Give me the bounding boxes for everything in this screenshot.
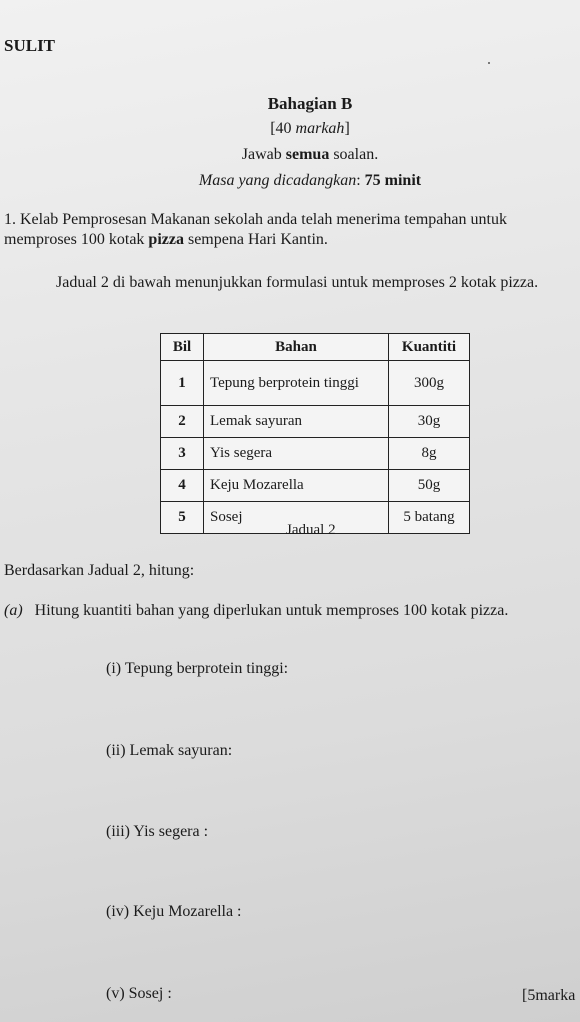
row-quantity: 5 batang [389, 502, 470, 534]
table-caption: Jadual 2 [286, 522, 336, 538]
q1-line2-pre: memproses 100 kotak [4, 231, 149, 248]
part-a-label: (a) [4, 602, 23, 619]
instruction-bold: semua [285, 146, 330, 163]
row-quantity: 50g [389, 470, 470, 502]
table-row [161, 406, 470, 438]
row-number: 5 [161, 502, 204, 534]
subpart-v: (v) Sosej : [106, 985, 172, 1002]
time-label: Masa yang dicadangkan [198, 172, 357, 189]
row-number: 4 [161, 470, 204, 502]
table-row [161, 438, 470, 470]
table-intro: Jadual 2 di bawah menunjukkan formulasi untuk memproses 2 kotak pizza. [56, 274, 539, 291]
part-a-text: Hitung kuantiti bahan yang diperlukan untuk memproses 100 kotak pizza. [34, 602, 509, 619]
row-number: 2 [161, 406, 204, 438]
table-row [161, 361, 470, 406]
subpart-iii: (iii) Yis segera : [106, 823, 209, 840]
section-instruction [0, 146, 580, 164]
header-kuantiti: Kuantiti [389, 334, 470, 361]
instruction-post: soalan. [329, 146, 379, 163]
row-item: Sosej [204, 502, 389, 534]
time-colon: : [356, 172, 365, 189]
marks-open: [40 [270, 120, 296, 137]
ingredient-table [160, 333, 470, 534]
header-bil: Bil [161, 334, 204, 361]
row-quantity: 8g [389, 438, 470, 470]
row-quantity: 30g [389, 406, 470, 438]
subpart-i: (i) Tepung berprotein tinggi: [106, 660, 289, 677]
marks-note: [5marka [522, 987, 576, 1004]
row-number: 1 [161, 361, 204, 406]
marks-word: markah [295, 120, 345, 137]
row-item: Keju Mozarella [204, 470, 389, 502]
question-1 [4, 210, 507, 250]
question-1-line-2 [4, 230, 507, 250]
part-a [4, 602, 508, 620]
section-marks [0, 120, 580, 138]
marks-close: ] [344, 120, 350, 137]
row-number: 3 [161, 438, 204, 470]
row-item: Lemak sayuran [204, 406, 389, 438]
row-quantity: 300g [389, 361, 470, 406]
row-item: Yis segera [204, 438, 389, 470]
subpart-iv: (iv) Keju Mozarella : [106, 903, 242, 920]
section-title: Bahagian B [267, 94, 353, 113]
speck [488, 62, 490, 64]
table-row [161, 470, 470, 502]
q1-line2-bold: pizza [148, 231, 184, 248]
subpart-ii: (ii) Lemak sayuran: [106, 742, 233, 759]
q1-line2-post: sempena Hari Kantin. [183, 231, 328, 248]
prompt-text: Berdasarkan Jadual 2, hitung: [4, 562, 195, 579]
table-header-row [161, 334, 470, 361]
time-value: 75 minit [364, 172, 422, 189]
header-sulit: SULIT [4, 36, 56, 55]
question-1-line-1: 1. Kelab Pemprosesan Makanan sekolah anda telah menerima tempahan untuk [4, 211, 507, 228]
suggested-time [0, 172, 580, 190]
header-bahan: Bahan [204, 334, 389, 361]
instruction-pre: Jawab [241, 146, 286, 163]
row-item: Tepung berprotein tinggi [204, 361, 389, 406]
